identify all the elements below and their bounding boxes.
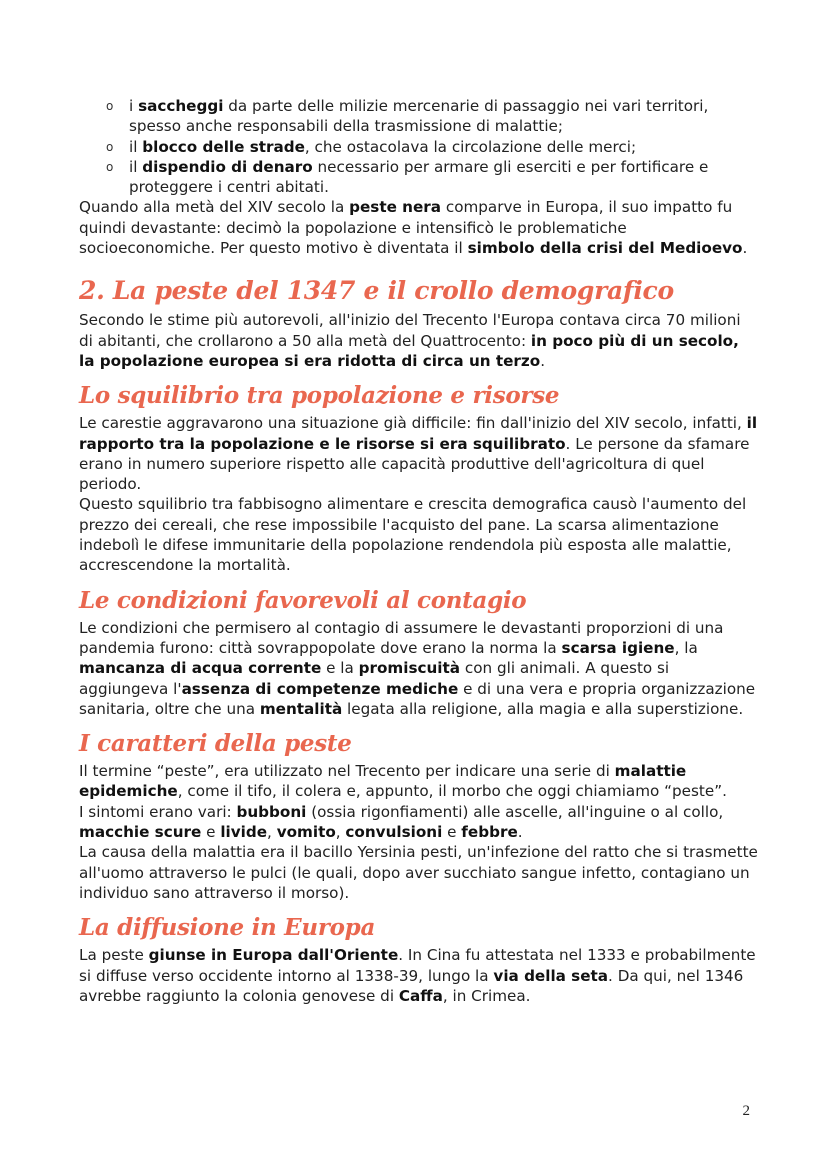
- bold-text: macchie scure: [79, 823, 202, 842]
- text-run: (ossia rigonfiamenti) alle ascelle, all'inguine o al collo,: [306, 802, 724, 821]
- bold-text: simbolo della crisi del Medioevo: [467, 239, 743, 258]
- text-run: comparve in Europa, il suo impatto fu quindi devastante: decimò la popolazione e intensificò le problematiche socioeconomiche. Per questo motivo è diventata il: [79, 198, 733, 258]
- bold-text: il rapporto tra la popolazione e le risorse si era squilibrato: [79, 414, 758, 453]
- text-run: con gli animali. A questo si aggiungeva l': [79, 659, 670, 698]
- text-run: e di una vera e propria organizzazione sanitaria, oltre che una: [79, 679, 756, 718]
- bold-text: promiscuità: [358, 659, 461, 678]
- page-number: 2: [742, 1103, 750, 1119]
- bold-text: saccheggi: [138, 97, 224, 115]
- section-paragraph: [79, 842, 759, 903]
- bold-text: convulsioni: [345, 823, 443, 842]
- bold-text: vomito: [276, 823, 336, 842]
- bold-text: blocco delle strade: [142, 137, 305, 156]
- bold-text: giunse in Europa dall'Oriente: [148, 946, 399, 965]
- bullet-list: [79, 96, 759, 197]
- text-run: .: [742, 239, 748, 258]
- text-run: .: [540, 351, 546, 370]
- bullet-marker: o: [106, 99, 114, 113]
- document-page: [79, 96, 759, 1006]
- text-run: Questo squilibrio tra fabbisogno alimentare e crescita demografica causò l'aumento del prezzo dei cereali, che rese impossibile l'acquisto del pane. La scarsa alimentazione indebolì le difese immunitarie della popolazione rendendola più esposta alle malattie, accrescendone la mortalità.: [79, 495, 747, 575]
- text-run: , che ostacolava la circolazione delle merci;: [304, 137, 637, 156]
- text-run: . Le persone da sfamare erano in numero superiore rispetto alle capacità produttive dell'agricoltura di quel periodo.: [79, 434, 750, 494]
- section-paragraph: [79, 413, 759, 494]
- section-paragraph: [79, 494, 759, 575]
- text-run: e: [442, 823, 462, 842]
- text-run: , come il tifo, il colera e, appunto, il morbo che oggi chiamiamo “peste”.: [177, 782, 727, 801]
- bold-text: Caffa: [398, 986, 443, 1005]
- text-run: La causa della malattia era il bacillo Yersinia pesti, un'infezione del ratto che si trasmette all'uomo attraverso le pulci (le quali, dopo aver succhiato sangue infetto, contagiano un individuo sano attraverso il morso).: [79, 843, 758, 902]
- text-run: . In Cina fu attestata nel 1333 e probabilmente si diffuse verso occidente intorno al 1338-39, lungo la: [79, 946, 756, 985]
- bold-text: febbre: [461, 823, 518, 842]
- text-run: i: [129, 97, 139, 115]
- text-run: Secondo le stime più autorevoli, all'inizio del Trecento l'Europa contava circa 70 milioni di abitanti, che crollarono a 50 alla metà del Quattrocento:: [79, 311, 741, 350]
- bullet-item: [79, 96, 759, 137]
- bold-text: livide: [220, 823, 268, 842]
- section-paragraph: [79, 761, 759, 802]
- section-paragraph: [79, 945, 759, 1006]
- intro-paragraph: [79, 197, 759, 258]
- section-heading: La diffusione in Europa: [79, 914, 376, 942]
- text-run: , la: [674, 638, 698, 657]
- bold-text: in poco più di un secolo, la popolazione europea si era ridotta di circa un terzo: [79, 331, 739, 370]
- bullet-item: [79, 137, 759, 157]
- bold-text: peste nera: [349, 198, 442, 217]
- section-heading: I caratteri della peste: [79, 730, 352, 758]
- text-run: , in Crimea.: [442, 986, 531, 1005]
- text-run: Quando alla metà del XIV secolo la: [79, 198, 350, 217]
- bold-text: malattie epidemiche: [79, 762, 687, 801]
- section-paragraph: [79, 618, 759, 719]
- bold-text: assenza di competenze mediche: [181, 679, 459, 698]
- text-run: Le carestie aggravarono una situazione già difficile: fin dall'inizio del XIV secolo, infatti,: [79, 414, 747, 433]
- text-run: da parte delle milizie mercenarie di passaggio nei vari territori, spesso anche responsabili della trasmissione di malattie;: [129, 97, 709, 136]
- text-run: e la: [321, 659, 359, 678]
- text-run: il: [129, 157, 143, 176]
- bold-text: mentalità: [259, 699, 343, 718]
- bold-text: bubboni: [236, 802, 307, 821]
- text-run: necessario per armare gli eserciti e per fortificare e proteggere i centri abitati.: [129, 157, 709, 197]
- text-run: . Da qui, nel 1346 avrebbe raggiunto la colonia genovese di: [79, 966, 744, 1005]
- text-run: il: [129, 137, 143, 156]
- text-run: ,: [267, 823, 277, 842]
- text-run: legata alla religione, alla magia e alla superstizione.: [342, 699, 744, 718]
- section-paragraph: [79, 802, 759, 843]
- bullet-item: [79, 157, 759, 198]
- text-run: .: [517, 823, 523, 842]
- section-heading: Lo squilibrio tra popolazione e risorse: [79, 382, 560, 410]
- section-heading: 2. La peste del 1347 e il crollo demografico: [79, 276, 674, 306]
- bold-text: dispendio di denaro: [142, 157, 313, 176]
- bold-text: mancanza di acqua corrente: [79, 659, 322, 678]
- section-paragraph: [79, 310, 759, 371]
- bullet-marker: o: [106, 159, 114, 174]
- text-run: I sintomi erano vari:: [79, 802, 237, 821]
- bullet-marker: o: [106, 139, 114, 154]
- text-run: La peste: [79, 946, 149, 965]
- text-run: e: [201, 823, 221, 842]
- text-run: Le condizioni che permisero al contagio di assumere le devastanti proporzioni di una pandemia furono: città sovrappopolate dove erano la norma la: [79, 618, 724, 657]
- section-heading: Le condizioni favorevoli al contagio: [79, 586, 527, 614]
- bold-text: via della seta: [493, 966, 609, 985]
- text-run: Il termine “peste”, era utilizzato nel Trecento per indicare una serie di: [79, 762, 615, 781]
- text-run: ,: [335, 823, 346, 842]
- bold-text: scarsa igiene: [561, 638, 675, 657]
